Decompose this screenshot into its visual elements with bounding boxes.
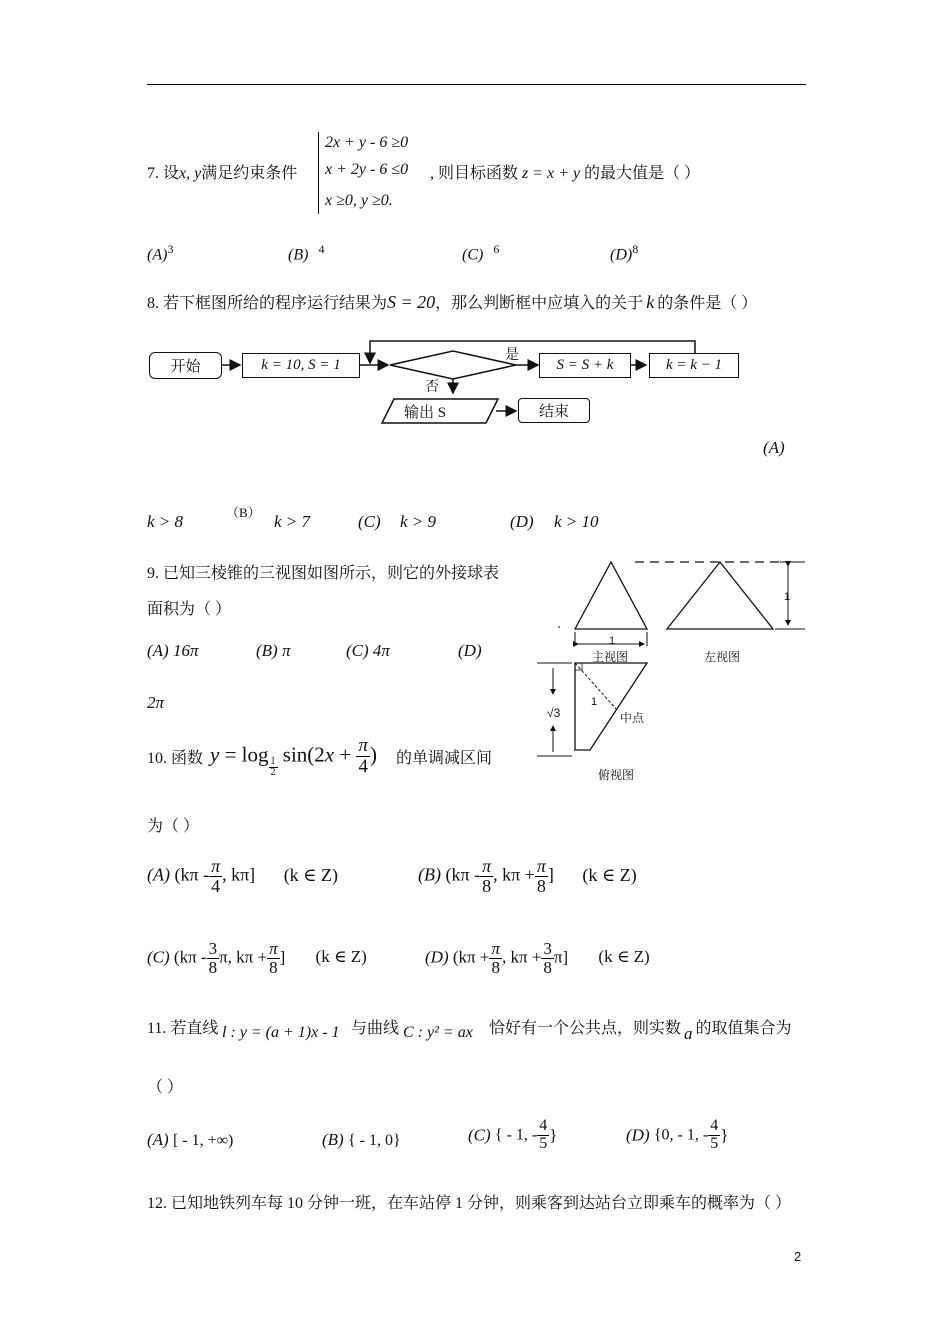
q9-option-d: (D) [458,641,482,660]
q8-stem: 8. 若下框图所给的程序运行结果为S = 20，那么判断框中应填入的关于 k 的条件是（ ） [147,292,758,312]
q11-option-b: (B) { - 1, 0} [322,1130,401,1149]
q10-function: y = log $\frac{1}{2}$ sin(2x + $\frac{\pi}{4}$ ) [210,735,377,779]
q7-option-a: $(A)^3$ [147,242,174,264]
q7-stem: 7. 设x, y满足约束条件 [147,165,298,182]
q9-line2: 面积为（ ） [147,601,232,618]
q7-cond2: x + 2y - 6 ≤0 [325,161,409,178]
q8-option-a-value: k > 8 [147,512,184,531]
q8-option-d-value: k > 10 [554,512,599,531]
q7-option-c: (C) $^6$ [462,242,500,264]
q11-option-d: (D) {0, - 1, - $\frac{4}{5}$ } [626,1117,729,1152]
decision-diamond [390,351,516,379]
top-view-shape [575,663,647,750]
q11-option-c: (C) { - 1, - $\frac{4}{5}$ } [468,1117,558,1152]
q10-option-b: (B) (kπ - $\frac{\pi}{8}$ , kπ + $\frac{\pi}{8}$ ] (k ∈ Z) [418,856,637,896]
dim-sqrt3: √3 [547,706,561,720]
q10-option-c: (C) (kπ - $\frac{3}{8}$ π, kπ + $\frac{\pi}{8}$ ] (k ∈ Z) [147,939,367,977]
q11-prefix: 11. 若直线 [147,1020,219,1037]
front-view-label: 主视图 [592,650,629,664]
flow-step1: S = S + k [539,353,631,378]
q11-line-eq: l : y = (a + 1)x - 1 [222,1024,340,1041]
flow-end: 结束 [518,398,590,423]
q9-option-b: (B) π [256,641,291,660]
q10-line2: 为（ ） [147,818,200,835]
q8-option-b-label: （B） [226,505,261,520]
midpoint-label: 中点 [620,711,645,725]
q7-option-d: $(D)^8$ [610,242,639,264]
page-number: 2 [794,1249,802,1264]
flow-step2: k = k − 1 [649,353,739,378]
q8-option-b-value: k > 7 [274,512,311,531]
flow-yes-label: 是 [505,348,519,363]
q9-option-a: (A) 16π [147,641,199,660]
flow-start: 开始 [149,352,222,379]
q8-option-a-label: (A) [763,438,785,457]
front-view-triangle [575,562,647,629]
q7-stem-tail: , 则目标函数 z = x + y 的最大值是（ ） [430,165,701,182]
q8-option-c-value: k > 9 [400,512,437,531]
left-view-triangle [667,562,773,629]
q7-cond1: 2x + y - 6 ≥0 [325,134,409,151]
flow-output: 输出 S [404,405,447,421]
flowchart [140,335,760,435]
flow-init: k = 10, S = 1 [242,353,360,378]
q12-text: 12. 已知地铁列车每 10 分钟一班，在车站停 1 分钟，则乘客到达站台立即乘车的概率为（ ） [147,1195,792,1212]
q7-cond3: x ≥0, y ≥0. [325,192,393,209]
dim-height-1: 1 [784,591,791,603]
q10-prefix: 10. 函数 [147,750,204,767]
q11-option-a: (A) [ - 1, +∞) [147,1130,234,1149]
left-view-label: 左视图 [704,650,741,664]
q10-option-d: (D) (kπ + $\frac{\pi}{8}$ , kπ + $\frac{3}{8}$ π] (k ∈ Z) [425,939,650,977]
q8-option-d-label: (D) [510,512,534,531]
q10-option-a: (A) (kπ - $\frac{\pi}{4}$ , kπ] (k ∈ Z) [147,856,338,896]
top-view-label: 俯视图 [598,768,635,782]
three-view-figure [535,550,810,790]
dim-diag-1: 1 [591,696,598,708]
q11-curve-eq: C : y² = ax [403,1024,473,1041]
q9-option-d-value: 2π [147,693,165,712]
q7-option-b: (B) $^4$ [288,242,325,264]
q11-paren: （ ） [147,1079,184,1096]
q7-brace [318,132,319,214]
q9-line1: 9. 已知三棱锥的三视图如图所示，则它的外接球表 [147,565,500,582]
q9-option-c: (C) 4π [346,641,390,660]
q8-option-c-label: (C) [358,512,381,531]
header-rule [147,84,806,85]
flow-no-label: 否 [425,380,439,395]
dim-width-1: 1 [609,635,616,647]
q11-mid: 与曲线 [351,1020,400,1037]
q11-suffix: 恰好有一个公共点，则实数 a 的取值集合为 [489,1020,792,1043]
q10-suffix: 的单调减区间 [396,750,493,767]
